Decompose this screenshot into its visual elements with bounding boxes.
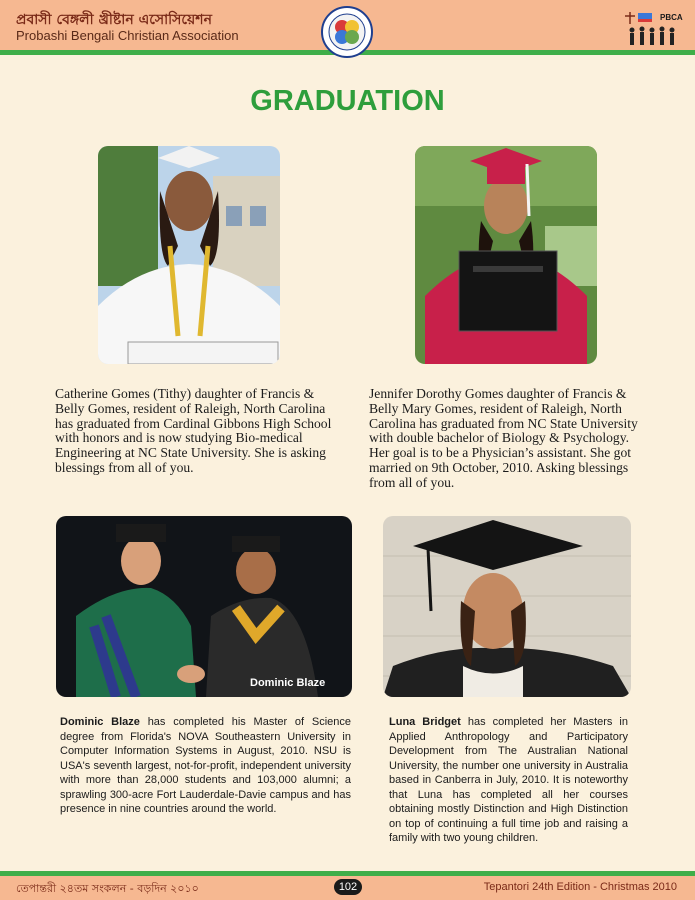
- association-seal-logo: [321, 6, 373, 58]
- corner-tag: PBCA: [660, 13, 683, 22]
- bio-dominic-blaze: [60, 715, 351, 817]
- photo-caption-dominic: Dominic Blaze: [250, 677, 326, 689]
- photo-dominic-blaze: [56, 516, 352, 697]
- association-name-bengali: প্রবাসী বেঙ্গলী খ্রীষ্টান এসোসিয়েশন: [16, 12, 212, 28]
- photo-luna-bridget: [383, 516, 631, 697]
- footer-edition-english: Tepantori 24th Edition - Christmas 2010: [483, 881, 677, 893]
- photo-catherine-gomes: [98, 146, 280, 364]
- page-number-badge: 102: [334, 879, 362, 895]
- bio-luna-bridget: [389, 715, 628, 846]
- page-title: GRADUATION: [250, 85, 445, 117]
- bio-text-luna-bridget: has completed her Masters in Applied Anthropology and Participatory Development from The Australian National University, the number one university in Australia based in Canberra in July, 2010. It is noteworthy that Luna has completed all her courses obtaining mostly Distinction and High Distinction on top of continuing a full time job and raising a family with two young children.: [389, 716, 628, 844]
- name-dominic-blaze: Dominic Blaze: [60, 716, 140, 728]
- bio-text-dominic-blaze: has completed his Master of Science degree from Florida's NOVA Southeastern University in Computer Information Systems in August, 2010. NSU is USA's seventh largest, not-for-profit, independent university with more than 28,000 students and 103,000 alumni; a sprawling 300-acre Fort Lauderdale-Davie campus and has presence in nine countries around the world.: [60, 716, 352, 815]
- photo-jennifer-gomes: [415, 146, 597, 364]
- association-name-english: Probashi Bengali Christian Association: [16, 28, 239, 43]
- bio-catherine-gomes: Catherine Gomes (Tithy) daughter of Francis & Belly Gomes, resident of Raleigh, North Carolina has graduated from Cardinal Gibbons High School with honors and is now studying Bio-medical Engineering at NC State University. She is asking blessings from all of you.: [55, 386, 332, 475]
- footer-edition-bengali: তেপান্তরী ২৪তম সংকলন - বড়দিন ২০১০: [16, 882, 199, 895]
- bio-jennifer-gomes: Jennifer Dorothy Gomes daughter of Francis & Belly Mary Gomes, resident of Raleigh, North Carolina has graduated from NC State University with double bachelor of Biology & Psychology. Her goal is to be a Physician’s assistant. She got married on 9th October, 2010. Asking blessings from all of you.: [369, 386, 638, 490]
- name-luna-bridget: Luna Bridget: [389, 716, 461, 728]
